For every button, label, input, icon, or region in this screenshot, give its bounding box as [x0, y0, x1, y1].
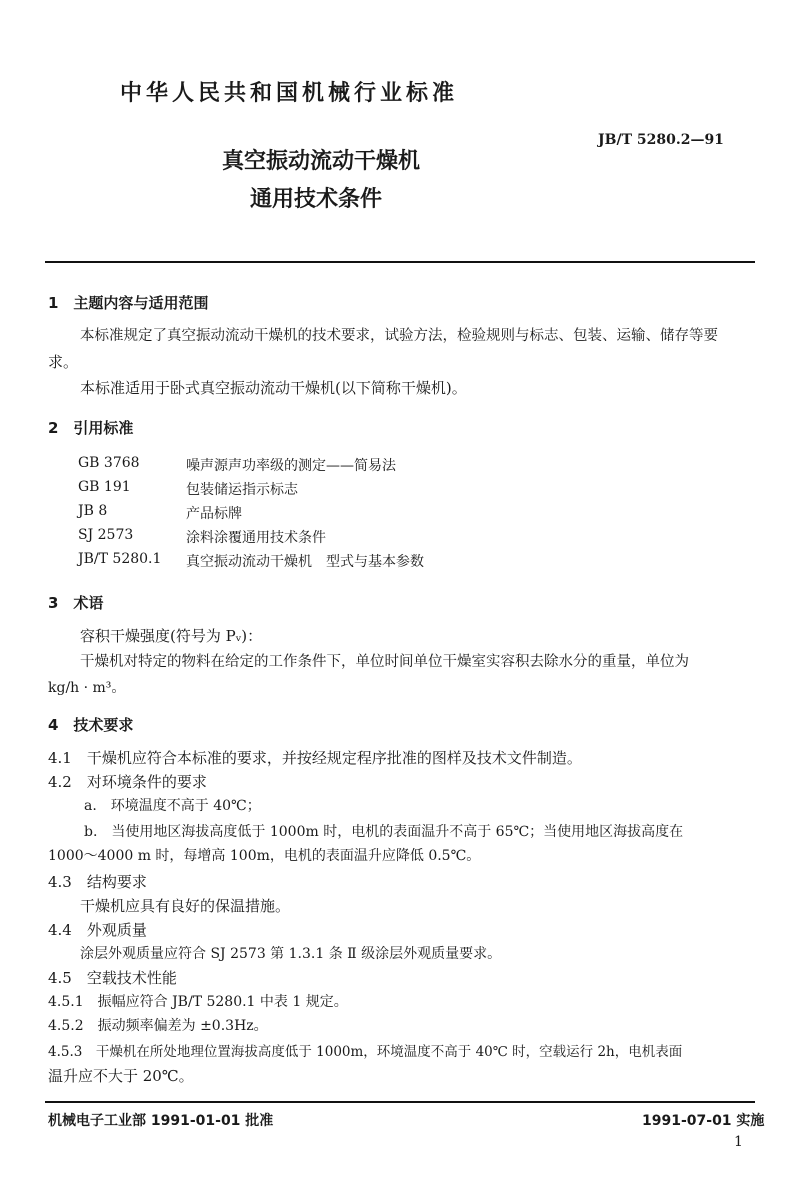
clause-4-5-3-line2: 温升应不大于 20℃。 [48, 1067, 194, 1085]
standard-org-heading: 中华人民共和国机械行业标准 [120, 81, 459, 106]
footer-divider [45, 1101, 755, 1103]
section-4-heading: 4 技术要求 [48, 716, 134, 734]
clause-4-5-1: 4.5.1 振幅应符合 JB/T 5280.1 中表 1 规定。 [48, 994, 348, 1010]
clause-4-2-b-line2: 1000～4000 m 时，每增高 100m，电机的表面温升应降低 0.5℃。 [48, 848, 481, 864]
section-1-heading: 1 主题内容与适用范围 [48, 294, 209, 312]
effective-date: 1991-07-01 实施 [642, 1113, 765, 1129]
clause-4-5-3-line1: 4.5.3 干燥机在所处地理位置海拔高度低于 1000m，环境温度不高于 40℃ 时，空载运行 2h，电机表面 [48, 1044, 683, 1060]
section-1-para1-line2: 求。 [48, 353, 79, 371]
ref-code: GB 3768 [78, 455, 140, 471]
clause-4-1: 4.1 干燥机应符合本标准的要求，并按经规定程序批准的图样及技术文件制造。 [48, 749, 582, 767]
section-2-heading: 2 引用标准 [48, 419, 134, 437]
ref-title: 真空振动流动干燥机 型式与基本参数 [186, 554, 424, 570]
ref-code: GB 191 [78, 479, 131, 495]
ref-code: SJ 2573 [78, 527, 134, 543]
ref-title: 噪声源声功率级的测定——简易法 [186, 458, 396, 474]
document-title-line1: 真空振动流动干燥机 [222, 149, 421, 174]
clause-4-3-text: 干燥机应具有良好的保温措施。 [80, 897, 291, 915]
section-3-heading: 3 术语 [48, 594, 104, 612]
clause-4-5: 4.5 空载技术性能 [48, 969, 177, 987]
ref-code: JB/T 5280.1 [78, 551, 162, 567]
section-1-para2: 本标准适用于卧式真空振动流动干燥机(以下简称干燥机)。 [80, 379, 467, 397]
document-title-line2: 通用技术条件 [250, 187, 383, 212]
header-divider [45, 261, 755, 263]
section-1-para1-line1: 本标准规定了真空振动流动干燥机的技术要求，试验方法，检验规则与标志、包装、运输、储存等要 [80, 328, 718, 344]
term-definition-line2: kg/h · m³。 [48, 680, 126, 696]
ref-code: JB 8 [78, 503, 108, 519]
clause-4-4-text: 涂层外观质量应符合 SJ 2573 第 1.3.1 条 Ⅱ 级涂层外观质量要求。 [80, 946, 502, 962]
clause-4-2: 4.2 对环境条件的要求 [48, 773, 207, 791]
clause-4-2-a: a. 环境温度不高于 40℃； [84, 798, 261, 814]
ref-title: 产品标牌 [186, 506, 242, 522]
clause-4-5-2: 4.5.2 振动频率偏差为 ±0.3Hz。 [48, 1018, 268, 1034]
ref-title: 包装储运指示标志 [186, 482, 298, 498]
term-definition-line1: 干燥机对特定的物料在给定的工作条件下，单位时间单位干燥室实容积去除水分的重量，单位为 [80, 654, 689, 670]
standard-code: JB/T 5280.2—91 [598, 132, 724, 148]
page-number: 1 [734, 1134, 743, 1150]
clause-4-3: 4.3 结构要求 [48, 873, 147, 891]
ref-title: 涂料涂覆通用技术条件 [186, 530, 326, 546]
clause-4-4: 4.4 外观质量 [48, 921, 147, 939]
clause-4-2-b-line1: b. 当使用地区海拔高度低于 1000m 时，电机的表面温升不高于 65℃；当使用地区海拔高度在 [84, 824, 684, 840]
approval-note: 机械电子工业部 1991-01-01 批准 [48, 1113, 274, 1129]
term-name: 容积干燥强度(符号为 Pᵥ)： [80, 627, 263, 645]
